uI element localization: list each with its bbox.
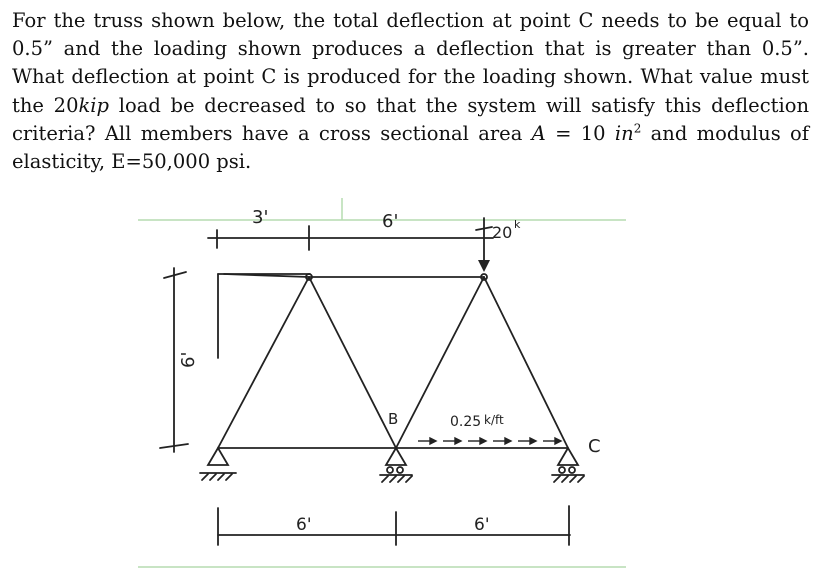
dist-load-arrowhead-5 xyxy=(530,438,536,444)
problem-statement xyxy=(12,7,809,176)
point-load-label: 20 xyxy=(492,223,513,242)
member-top-left-b xyxy=(309,277,399,448)
support-b xyxy=(386,448,406,465)
dim-height-label: 6' xyxy=(178,351,199,368)
support-c xyxy=(558,448,578,465)
dist-load-arrowhead-1 xyxy=(430,438,436,444)
problem-text-1: For the truss shown below, the total deflection at point C needs to be equal to 0.5” and the loading shown produces a deflection that is greater than 0.5”. What deflection at point C is produced for the loading shown. What value must the xyxy=(12,9,809,117)
support-c-roller-2 xyxy=(569,467,575,473)
dist-load-arrowhead-3 xyxy=(480,438,486,444)
node-c-label: C xyxy=(588,436,601,457)
dim-top-right-label: 6' xyxy=(382,211,399,232)
truss-drawing xyxy=(138,190,626,570)
support-b-roller-1 xyxy=(387,467,393,473)
area-equals: = 10 xyxy=(545,121,615,145)
support-left xyxy=(208,448,228,465)
support-b-hatch xyxy=(382,476,412,482)
dist-load-arrowhead-2 xyxy=(455,438,461,444)
area-unit: in xyxy=(614,121,634,145)
dim-bottom-left-label: 6' xyxy=(296,515,312,535)
member-a-top-left xyxy=(218,277,309,448)
dim-top-left-label: 3' xyxy=(252,207,269,228)
dim-bottom-right-label: 6' xyxy=(474,515,490,535)
area-exponent: 2 xyxy=(633,121,642,136)
load-value: 20 xyxy=(53,93,79,117)
area-symbol: A xyxy=(531,121,546,145)
dist-load-arrowhead-4 xyxy=(505,438,511,444)
dist-load-unit: k/ft xyxy=(484,413,504,427)
support-left-hatch xyxy=(202,474,232,480)
support-b-roller-2 xyxy=(397,467,403,473)
point-load-superscript: k xyxy=(514,218,521,231)
dist-load-label: 0.25 xyxy=(450,414,482,430)
support-c-hatch xyxy=(554,476,584,482)
truss-figure xyxy=(138,190,626,570)
node-b-label: B xyxy=(388,410,399,428)
height-dim-tick-top xyxy=(164,272,186,278)
problem-text-2: load be decreased to so that the system will satisfy this deflection criteria? All members have a cross sectional area xyxy=(12,93,810,145)
support-c-roller-1 xyxy=(559,467,565,473)
load-unit: kip xyxy=(78,93,110,117)
dist-load-arrowhead-6 xyxy=(555,438,561,444)
problem-text-3: and modulus of elasticity, E=50,000 psi. xyxy=(12,121,809,174)
point-load-arrowhead xyxy=(478,260,490,272)
